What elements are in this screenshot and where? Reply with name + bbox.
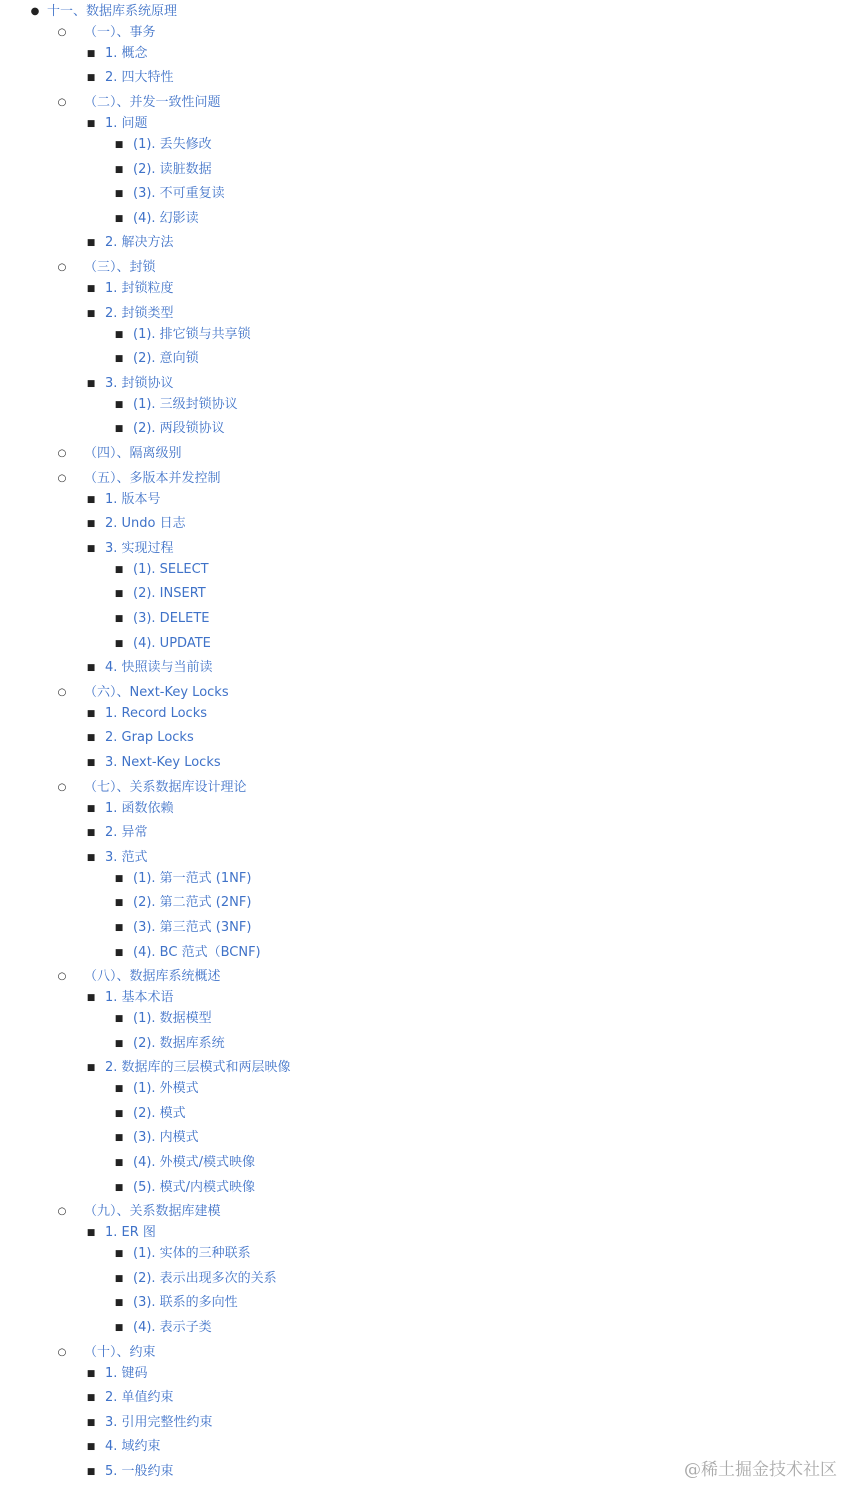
bullet-icon: ■ — [114, 189, 124, 199]
toc-link[interactable]: （二）、并发一致性问题 — [84, 95, 221, 110]
bullet-icon: ■ — [86, 1393, 96, 1403]
bullet-icon: ■ — [114, 400, 124, 410]
toc-link[interactable]: (1). 三级封锁协议 — [133, 397, 238, 412]
toc-link[interactable]: 2. Grap Locks — [105, 730, 194, 745]
bullet-icon: ■ — [114, 589, 124, 599]
bullet-icon: ■ — [86, 1467, 96, 1477]
toc-link[interactable]: (3). 内模式 — [133, 1130, 199, 1145]
bullet-icon: ■ — [86, 1063, 96, 1073]
toc-link[interactable]: 2. 解决方法 — [105, 235, 174, 250]
bullet-icon: ■ — [86, 1442, 96, 1452]
bullet-icon: ■ — [114, 639, 124, 649]
bullet-icon: ○ — [57, 782, 67, 793]
bullet-icon: ■ — [86, 379, 96, 389]
bullet-icon: ■ — [86, 1418, 96, 1428]
bullet-icon: ■ — [86, 238, 96, 248]
toc-link[interactable]: （八）、数据库系统概述 — [84, 969, 221, 984]
toc-link[interactable]: 4. 快照读与当前读 — [105, 660, 213, 675]
bullet-icon: ■ — [114, 948, 124, 958]
toc-link[interactable]: (1). 外模式 — [133, 1081, 199, 1096]
toc-link[interactable]: 3. Next-Key Locks — [105, 755, 221, 770]
bullet-icon: ■ — [86, 544, 96, 554]
toc-link[interactable]: (3). 第三范式 (3NF) — [133, 920, 252, 935]
bullet-icon: ■ — [114, 214, 124, 224]
bullet-icon: ■ — [86, 284, 96, 294]
toc-link[interactable]: 5. 一般约束 — [105, 1464, 174, 1479]
toc-link[interactable]: 1. ER 图 — [105, 1225, 156, 1240]
toc-link[interactable]: (2). 意向锁 — [133, 351, 199, 366]
bullet-icon: ■ — [86, 663, 96, 673]
toc-link[interactable]: （七）、关系数据库设计理论 — [84, 780, 247, 795]
toc-link[interactable]: 2. 数据库的三层模式和两层映像 — [105, 1060, 291, 1075]
bullet-icon: ■ — [114, 1014, 124, 1024]
toc-link[interactable]: 3. 封锁协议 — [105, 376, 174, 391]
toc-link[interactable]: (4). 表示子类 — [133, 1320, 212, 1335]
bullet-icon: ○ — [57, 1347, 67, 1358]
bullet-icon: ■ — [86, 119, 96, 129]
bullet-icon: ■ — [114, 1298, 124, 1308]
toc-link[interactable]: 3. 实现过程 — [105, 541, 174, 556]
toc-link[interactable]: 1. 版本号 — [105, 492, 161, 507]
toc-link[interactable]: (4). 幻影读 — [133, 211, 199, 226]
bullet-icon: ■ — [86, 73, 96, 83]
toc-link[interactable]: (2). 两段锁协议 — [133, 421, 225, 436]
bullet-icon: ○ — [57, 1206, 67, 1217]
toc-link[interactable]: 2. Undo 日志 — [105, 516, 186, 531]
toc-link[interactable]: (2). 读脏数据 — [133, 162, 212, 177]
toc-link[interactable]: (3). 联系的多向性 — [133, 1295, 238, 1310]
toc-link[interactable]: (3). 不可重复读 — [133, 186, 225, 201]
toc-link[interactable]: 1. 函数依赖 — [105, 801, 174, 816]
bullet-icon: ■ — [114, 1084, 124, 1094]
toc-link[interactable]: (1). 数据模型 — [133, 1011, 212, 1026]
toc-link[interactable]: （四）、隔离级别 — [84, 446, 182, 461]
bullet-icon: ■ — [114, 354, 124, 364]
bullet-icon: ■ — [86, 709, 96, 719]
bullet-icon: ■ — [114, 1274, 124, 1284]
bullet-icon: ■ — [114, 874, 124, 884]
bullet-icon: ■ — [114, 565, 124, 575]
bullet-icon: ■ — [114, 1109, 124, 1119]
toc-link[interactable]: （十）、约束 — [84, 1345, 156, 1360]
bullet-icon: ■ — [86, 853, 96, 863]
bullet-icon: ■ — [86, 758, 96, 768]
bullet-icon: ○ — [57, 262, 67, 273]
toc-link[interactable]: 2. 封锁类型 — [105, 306, 174, 321]
bullet-icon: ■ — [114, 923, 124, 933]
toc-link[interactable]: 1. 封锁粒度 — [105, 281, 174, 296]
toc-link[interactable]: 2. 异常 — [105, 825, 148, 840]
bullet-icon: ■ — [114, 330, 124, 340]
bullet-icon: ○ — [57, 27, 67, 38]
bullet-icon: ■ — [114, 1249, 124, 1259]
toc-link[interactable]: 1. Record Locks — [105, 706, 208, 721]
toc-link[interactable]: 3. 范式 — [105, 850, 148, 865]
toc-link[interactable]: (1). 第一范式 (1NF) — [133, 871, 252, 886]
bullet-icon: ■ — [114, 614, 124, 624]
toc-link[interactable]: 2. 单值约束 — [105, 1390, 174, 1405]
toc-link[interactable]: (4). BC 范式（BCNF) — [133, 945, 261, 960]
bullet-icon: ■ — [114, 424, 124, 434]
toc-link[interactable]: (2). 表示出现多次的关系 — [133, 1271, 277, 1286]
toc-link[interactable]: (3). DELETE — [133, 611, 210, 626]
bullet-icon: ■ — [86, 733, 96, 743]
bullet-icon: ■ — [114, 898, 124, 908]
toc-link[interactable]: (4). 外模式/模式映像 — [133, 1155, 256, 1170]
bullet-icon: ■ — [114, 1183, 124, 1193]
toc-link[interactable]: 2. 四大特性 — [105, 70, 174, 85]
bullet-icon: ■ — [86, 1228, 96, 1238]
toc-link[interactable]: 1. 问题 — [105, 116, 148, 131]
bullet-icon: ■ — [114, 140, 124, 150]
bullet-icon: ● — [30, 6, 40, 17]
toc-link[interactable]: （三）、封锁 — [84, 260, 156, 275]
watermark: @稀土掘金技术社区 — [684, 1460, 837, 1480]
bullet-icon: ○ — [57, 687, 67, 698]
bullet-icon: ■ — [114, 1133, 124, 1143]
toc-link[interactable]: (2). 数据库系统 — [133, 1036, 225, 1051]
bullet-icon: ■ — [114, 1039, 124, 1049]
bullet-icon: ■ — [86, 519, 96, 529]
toc-link[interactable]: 十一、数据库系统原理 — [47, 4, 178, 19]
bullet-icon: ■ — [114, 1323, 124, 1333]
toc-link[interactable]: (2). 模式 — [133, 1106, 186, 1121]
toc-link[interactable]: (1). SELECT — [133, 562, 209, 577]
toc-link[interactable]: (1). 实体的三种联系 — [133, 1246, 251, 1261]
toc-link[interactable]: 1. 概念 — [105, 46, 148, 61]
bullet-icon: ■ — [114, 1158, 124, 1168]
bullet-icon: ■ — [86, 828, 96, 838]
bullet-icon: ■ — [86, 804, 96, 814]
bullet-icon: ■ — [86, 309, 96, 319]
bullet-icon: ○ — [57, 473, 67, 484]
bullet-icon: ■ — [86, 993, 96, 1003]
toc-link[interactable]: (1). 排它锁与共享锁 — [133, 327, 251, 342]
toc-link[interactable]: （九）、关系数据库建模 — [84, 1204, 221, 1219]
bullet-icon: ○ — [57, 971, 67, 982]
toc-link[interactable]: 3. 引用完整性约束 — [105, 1415, 213, 1430]
toc-link[interactable]: 1. 键码 — [105, 1366, 148, 1381]
toc-link[interactable]: (5). 模式/内模式映像 — [133, 1180, 256, 1195]
bullet-icon: ■ — [86, 495, 96, 505]
toc-link[interactable]: (1). 丢失修改 — [133, 137, 212, 152]
bullet-icon: ■ — [114, 165, 124, 175]
toc-link[interactable]: （一）、事务 — [84, 25, 156, 40]
bullet-icon: ■ — [86, 49, 96, 59]
bullet-icon: ■ — [86, 1369, 96, 1379]
toc-link[interactable]: （五）、多版本并发控制 — [84, 471, 221, 486]
bullet-icon: ○ — [57, 97, 67, 108]
toc-link[interactable]: 4. 域约束 — [105, 1439, 161, 1454]
bullet-icon: ○ — [57, 448, 67, 459]
toc-link[interactable]: (2). 第二范式 (2NF) — [133, 895, 252, 910]
toc-link[interactable]: (4). UPDATE — [133, 636, 211, 651]
toc-link[interactable]: (2). INSERT — [133, 586, 206, 601]
toc-link[interactable]: （六）、Next-Key Locks — [84, 685, 229, 700]
toc-link[interactable]: 1. 基本术语 — [105, 990, 174, 1005]
